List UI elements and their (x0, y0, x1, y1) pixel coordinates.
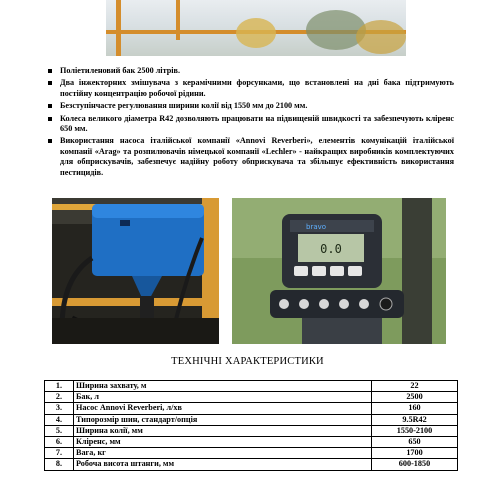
spec-value: 1550-2100 (372, 425, 458, 436)
spec-value: 1700 (372, 448, 458, 459)
spec-number: 1. (45, 381, 74, 392)
spec-name: Робоча висота штанги, мм (74, 459, 372, 470)
flower-patch (356, 20, 406, 54)
feature-item: Безступінчасте регулювання ширини колії від 1550 мм до 2100 мм. (46, 101, 454, 111)
spec-number: 4. (45, 414, 74, 425)
flower-patch (236, 18, 276, 48)
spec-number: 8. (45, 459, 74, 470)
spec-row (45, 381, 458, 392)
boom-post (176, 0, 180, 40)
feature-item: Колеса великого діаметра R42 дозволяють працювати на підвищеній швидкості та забезпечують кліренс 650 мм. (46, 114, 454, 135)
top-sprayer-photo (106, 0, 406, 56)
spec-row (45, 425, 458, 436)
spec-name: Ширина захвату, м (74, 381, 372, 392)
spec-name: Типорозмір шин, стандарт/опція (74, 414, 372, 425)
spec-value: 600-1850 (372, 459, 458, 470)
spec-row (45, 436, 458, 447)
spec-number: 5. (45, 425, 74, 436)
feature-item: Два інжекторних змішувача з керамічними форсунками, що встановлені на дні бака підтримують постійну концентрацію робочої рідини. (46, 78, 454, 99)
console-screen-text: 0.0 (320, 242, 342, 256)
spec-name: Кліренс, мм (74, 436, 372, 447)
spec-row (45, 414, 458, 425)
spec-number: 6. (45, 436, 74, 447)
spec-row (45, 448, 458, 459)
spec-value: 2500 (372, 392, 458, 403)
feature-list (46, 66, 454, 180)
spec-number: 2. (45, 392, 74, 403)
feature-item: Поліетиленовий бак 2500 літрів. (46, 66, 454, 76)
specs-table (44, 380, 458, 471)
console-brand-label: bravo (306, 223, 327, 231)
control-console-photo (232, 198, 446, 344)
spec-row (45, 403, 458, 414)
specs-title: ТЕХНІЧНІ ХАРАКТЕРИСТИКИ (171, 356, 324, 367)
spec-value: 22 (372, 381, 458, 392)
spec-row (45, 459, 458, 470)
spec-value: 650 (372, 436, 458, 447)
spec-number: 7. (45, 448, 74, 459)
spec-value: 160 (372, 403, 458, 414)
spec-name: Вага, кг (74, 448, 372, 459)
spec-row (45, 392, 458, 403)
spec-name: Насос Annovi Reverberi, л/хв (74, 403, 372, 414)
spec-name: Бак, л (74, 392, 372, 403)
injector-tank-illustration (52, 198, 219, 344)
spec-name: Ширина колії, мм (74, 425, 372, 436)
injector-tank-photo (52, 198, 219, 344)
boom-post (116, 0, 121, 56)
spec-value: 9.5R42 (372, 414, 458, 425)
control-console-illustration (232, 198, 446, 344)
spec-number: 3. (45, 403, 74, 414)
feature-item: Використання насоса італійської компанії «Annovi Reverberi», елементів комунікацій італійської компанії «Arag» та розпилювачів німецької компанії «Lechler» - найкращих виробників комплектуючих для обприскувачів, забезпечує надійну роботу обприскувача та збільшує ефективність використання пестицидів. (46, 136, 454, 178)
